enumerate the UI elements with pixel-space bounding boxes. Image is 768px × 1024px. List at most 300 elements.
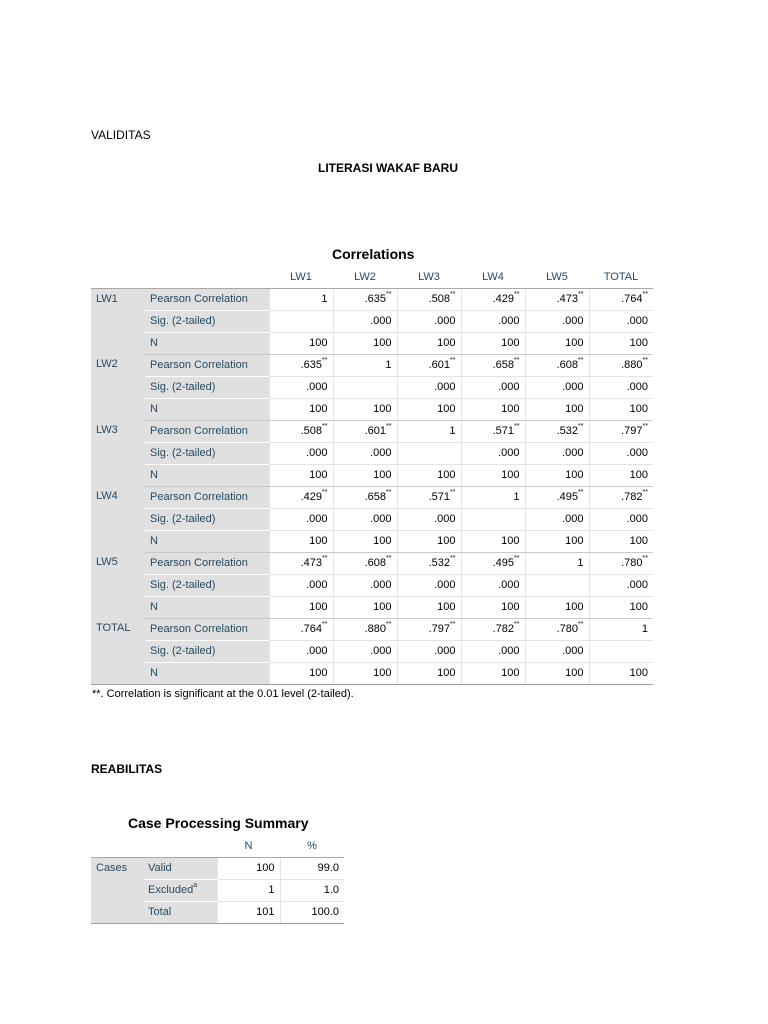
table-cell — [397, 442, 461, 464]
table-cell — [461, 376, 525, 398]
cell-value: .000 — [498, 315, 520, 327]
significance-marker: ** — [386, 291, 392, 298]
table-cell — [461, 486, 525, 508]
cell-value: .000 — [306, 513, 328, 525]
table-cell — [269, 640, 333, 662]
table-cell — [269, 332, 333, 354]
cell-value: 100 — [437, 535, 456, 547]
cell-value: .000 — [306, 579, 328, 591]
cell-value: .000 — [370, 447, 392, 459]
stat-label: Pearson Correlation — [145, 486, 269, 508]
case-n-cell: 1 — [217, 879, 280, 901]
table-cell — [333, 376, 397, 398]
case-n-cell: 100 — [217, 857, 280, 879]
column-header-lw3: LW3 — [397, 266, 461, 288]
table-cell — [525, 618, 589, 640]
cell-value: .000 — [498, 645, 520, 657]
table-cell — [269, 464, 333, 486]
table-cell — [397, 464, 461, 486]
table-cell — [269, 552, 333, 574]
cell-value: .000 — [562, 645, 584, 657]
row-variable-lw2: LW2 — [91, 354, 145, 420]
table-row — [91, 310, 653, 332]
table-cell — [525, 574, 589, 596]
cell-value: 100 — [629, 601, 648, 613]
header-blank — [91, 835, 143, 857]
significance-marker: ** — [578, 291, 584, 298]
table-cell — [269, 618, 333, 640]
cell-value: 1 — [449, 425, 456, 437]
table-cell — [269, 420, 333, 442]
table-cell — [333, 288, 397, 310]
cell-value: 100 — [373, 469, 392, 481]
cell-value: 100 — [501, 535, 520, 547]
table-cell — [397, 662, 461, 684]
cell-value: 100 — [565, 337, 584, 349]
table-cell — [333, 640, 397, 662]
table-cell — [269, 486, 333, 508]
table-cell — [333, 310, 397, 332]
table-cell — [525, 420, 589, 442]
table-cell — [333, 662, 397, 684]
row-group-cases: Cases — [91, 857, 143, 923]
table-cell — [269, 398, 333, 420]
table-cell — [333, 486, 397, 508]
table-cell — [333, 464, 397, 486]
stat-label: Sig. (2-tailed) — [145, 508, 269, 530]
cell-value: .000 — [434, 381, 456, 393]
table-cell — [333, 574, 397, 596]
table-cell — [525, 288, 589, 310]
cell-value: 100 — [501, 667, 520, 679]
significance-marker: ** — [642, 489, 648, 496]
table-cell — [461, 508, 525, 530]
case-pct-cell: 100.0 — [280, 901, 344, 923]
cell-value: .764 — [621, 293, 643, 305]
cell-value: .000 — [434, 315, 456, 327]
table-cell — [589, 420, 653, 442]
cell-value: .658 — [492, 359, 515, 371]
cell-value: 100 — [565, 469, 584, 481]
stat-label: N — [145, 398, 269, 420]
significance-marker: ** — [450, 357, 456, 364]
table-cell — [461, 420, 525, 442]
cell-value: 100 — [629, 667, 648, 679]
table-cell — [397, 420, 461, 442]
cell-value: .000 — [562, 315, 584, 327]
cell-value: .000 — [306, 381, 328, 393]
cell-value: 100 — [437, 337, 456, 349]
cell-value: .000 — [306, 645, 328, 657]
cell-value: .000 — [498, 579, 520, 591]
stat-label: Sig. (2-tailed) — [145, 640, 269, 662]
table-cell — [589, 354, 653, 376]
cell-value: .429 — [492, 293, 515, 305]
cell-value: .782 — [492, 623, 515, 635]
table-cell — [269, 508, 333, 530]
cell-value: 100 — [501, 403, 520, 415]
significance-marker: ** — [578, 423, 584, 430]
table-row — [91, 574, 653, 596]
table-cell — [333, 354, 397, 376]
cell-value: .880 — [364, 623, 387, 635]
stat-label: Pearson Correlation — [145, 618, 269, 640]
table-cell — [461, 464, 525, 486]
cell-value: 100 — [629, 403, 648, 415]
cell-value: .000 — [562, 513, 584, 525]
row-variable-total: TOTAL — [91, 618, 145, 684]
cell-value: .000 — [498, 447, 520, 459]
table-cell — [461, 288, 525, 310]
table-cell — [397, 376, 461, 398]
cell-value: .571 — [492, 425, 515, 437]
table-cell — [397, 332, 461, 354]
column-header-lw4: LW4 — [461, 266, 525, 288]
table-cell — [589, 530, 653, 552]
stat-label: Pearson Correlation — [145, 354, 269, 376]
cell-value: .000 — [626, 579, 648, 591]
table-cell — [333, 332, 397, 354]
correlations-header-row — [91, 266, 653, 288]
cell-value: .880 — [621, 359, 643, 371]
cell-value: 100 — [629, 535, 648, 547]
cell-value: .608 — [556, 359, 579, 371]
table-cell — [397, 310, 461, 332]
stat-label: Sig. (2-tailed) — [145, 574, 269, 596]
cell-value: 1 — [321, 293, 328, 305]
cell-value: 100 — [501, 337, 520, 349]
table-cell — [525, 310, 589, 332]
significance-marker: ** — [578, 489, 584, 496]
cell-value: 1 — [385, 359, 392, 371]
significance-marker: ** — [450, 621, 456, 628]
table-cell — [461, 332, 525, 354]
significance-marker: ** — [514, 621, 520, 628]
cell-value: 100 — [309, 667, 328, 679]
case-row-label — [143, 901, 217, 923]
table-cell — [461, 640, 525, 662]
significance-marker: ** — [386, 555, 392, 562]
significance-marker: ** — [322, 489, 328, 496]
table-cell — [461, 552, 525, 574]
table-cell — [461, 574, 525, 596]
cell-value: .764 — [300, 623, 323, 635]
table-cell — [333, 552, 397, 574]
column-header-lw5: LW5 — [525, 266, 589, 288]
cell-value: .635 — [364, 293, 387, 305]
case-header-row — [91, 835, 344, 857]
correlations-table — [91, 266, 653, 685]
table-cell — [589, 398, 653, 420]
table-cell — [397, 288, 461, 310]
cell-value: 100 — [565, 601, 584, 613]
cell-value: 100 — [373, 337, 392, 349]
cell-value: 100 — [501, 469, 520, 481]
cell-value: .000 — [370, 645, 392, 657]
cell-value: .532 — [428, 557, 451, 569]
case-processing-table — [91, 835, 344, 924]
cell-value: .000 — [434, 513, 456, 525]
cell-value: 100 — [565, 403, 584, 415]
table-cell — [461, 530, 525, 552]
table-cell — [525, 640, 589, 662]
table-cell — [461, 310, 525, 332]
cell-value: .495 — [556, 491, 579, 503]
table-cell — [525, 508, 589, 530]
table-row — [91, 354, 653, 376]
significance-marker: ** — [578, 357, 584, 364]
cell-value: .000 — [626, 381, 648, 393]
cell-value: 1 — [513, 491, 520, 503]
table-cell — [589, 662, 653, 684]
cell-value: .780 — [556, 623, 579, 635]
table-cell — [589, 442, 653, 464]
significance-marker: ** — [514, 357, 520, 364]
table-cell — [525, 596, 589, 618]
table-cell — [461, 354, 525, 376]
case-row-label — [143, 879, 217, 901]
cell-value: .000 — [370, 315, 392, 327]
significance-marker: ** — [514, 291, 520, 298]
table-cell — [461, 662, 525, 684]
cell-value: .000 — [370, 579, 392, 591]
table-cell — [269, 310, 333, 332]
cell-value: 100 — [373, 601, 392, 613]
case-pct-cell: 99.0 — [280, 857, 344, 879]
table-cell — [269, 376, 333, 398]
cell-value: .473 — [556, 293, 579, 305]
table-cell — [589, 486, 653, 508]
table-cell — [269, 288, 333, 310]
table-row — [91, 420, 653, 442]
table-cell — [589, 508, 653, 530]
cell-value: .000 — [626, 447, 648, 459]
column-header-lw1: LW1 — [269, 266, 333, 288]
table-row — [91, 596, 653, 618]
table-cell — [397, 354, 461, 376]
cell-value: .000 — [562, 381, 584, 393]
stat-label: N — [145, 662, 269, 684]
stat-label: N — [145, 332, 269, 354]
table-row — [91, 464, 653, 486]
significance-marker: ** — [386, 621, 392, 628]
cell-value: .000 — [626, 315, 648, 327]
table-cell — [589, 640, 653, 662]
significance-marker: ** — [450, 489, 456, 496]
significance-marker: ** — [386, 423, 392, 430]
table-cell — [269, 574, 333, 596]
table-cell — [333, 618, 397, 640]
table-cell — [525, 354, 589, 376]
table-cell — [525, 486, 589, 508]
cell-value: 100 — [565, 535, 584, 547]
table-row — [91, 618, 653, 640]
footnote-marker: a — [193, 882, 198, 889]
stat-label: Pearson Correlation — [145, 288, 269, 310]
table-cell — [589, 464, 653, 486]
significance-marker: ** — [642, 291, 648, 298]
case-row-label — [143, 857, 217, 879]
case-row-label-text: Valid — [148, 862, 172, 874]
cell-value: 100 — [437, 469, 456, 481]
table-row — [91, 662, 653, 684]
cell-value: 100 — [437, 667, 456, 679]
table-cell — [269, 596, 333, 618]
table-row — [91, 332, 653, 354]
table-row — [91, 288, 653, 310]
table-row — [91, 376, 653, 398]
stat-label: Sig. (2-tailed) — [145, 376, 269, 398]
table-cell — [589, 332, 653, 354]
table-cell — [589, 574, 653, 596]
significance-marker: ** — [322, 357, 328, 364]
cell-value: .532 — [556, 425, 579, 437]
cell-value: 100 — [629, 469, 648, 481]
header-blank — [143, 835, 217, 857]
table-cell — [397, 640, 461, 662]
heading-literasi-wakaf-baru: LITERASI WAKAF BARU — [318, 161, 458, 175]
case-row-label-text: Total — [148, 906, 172, 918]
table-cell — [589, 376, 653, 398]
table-row — [91, 530, 653, 552]
table-cell — [525, 530, 589, 552]
table-row — [91, 857, 344, 879]
table-cell — [525, 662, 589, 684]
table-cell — [589, 310, 653, 332]
cell-value: .601 — [428, 359, 451, 371]
significance-marker: ** — [514, 423, 520, 430]
cell-value: 100 — [309, 535, 328, 547]
cell-value: .495 — [492, 557, 515, 569]
table-cell — [333, 596, 397, 618]
case-pct-cell: 1.0 — [280, 879, 344, 901]
table-cell — [397, 574, 461, 596]
table-cell — [269, 530, 333, 552]
heading-validitas: VALIDITAS — [91, 128, 151, 142]
cell-value: 100 — [309, 337, 328, 349]
row-variable-lw1: LW1 — [91, 288, 145, 354]
table-cell — [461, 618, 525, 640]
cell-value: .000 — [434, 579, 456, 591]
table-cell — [525, 442, 589, 464]
significance-marker: ** — [578, 621, 584, 628]
stat-label: N — [145, 464, 269, 486]
case-n-cell: 101 — [217, 901, 280, 923]
case-column-header: N — [217, 835, 280, 857]
table-row — [91, 486, 653, 508]
table-cell — [525, 464, 589, 486]
table-cell — [461, 442, 525, 464]
cell-value: .429 — [300, 491, 323, 503]
cell-value: 100 — [373, 535, 392, 547]
cell-value: .000 — [562, 447, 584, 459]
significance-marker: ** — [642, 357, 648, 364]
table-cell — [397, 552, 461, 574]
table-cell — [589, 552, 653, 574]
significance-marker: ** — [322, 555, 328, 562]
cell-value: .508 — [300, 425, 323, 437]
cell-value: .000 — [370, 513, 392, 525]
table-row — [91, 398, 653, 420]
cell-value: 1 — [577, 557, 584, 569]
header-blank — [145, 266, 269, 288]
case-processing-title: Case Processing Summary — [128, 815, 309, 831]
table-cell — [333, 442, 397, 464]
cell-value: 100 — [373, 403, 392, 415]
table-cell — [589, 288, 653, 310]
cell-value: .000 — [626, 513, 648, 525]
table-row — [91, 552, 653, 574]
significance-marker: ** — [322, 621, 328, 628]
significance-marker: ** — [322, 423, 328, 430]
row-variable-lw4: LW4 — [91, 486, 145, 552]
table-cell — [525, 552, 589, 574]
cell-value: 100 — [373, 667, 392, 679]
stat-label: Pearson Correlation — [145, 552, 269, 574]
stat-label: Pearson Correlation — [145, 420, 269, 442]
correlations-title: Correlations — [332, 246, 415, 262]
row-variable-lw5: LW5 — [91, 552, 145, 618]
table-cell — [525, 398, 589, 420]
cell-value: .000 — [434, 645, 456, 657]
cell-value: 100 — [501, 601, 520, 613]
stat-label: N — [145, 530, 269, 552]
significance-marker: ** — [450, 291, 456, 298]
cell-value: 100 — [309, 601, 328, 613]
cell-value: .000 — [306, 447, 328, 459]
table-cell — [333, 508, 397, 530]
table-cell — [397, 398, 461, 420]
table-row — [91, 640, 653, 662]
table-cell — [333, 530, 397, 552]
table-cell — [397, 508, 461, 530]
table-cell — [269, 662, 333, 684]
table-cell — [333, 398, 397, 420]
table-cell — [397, 486, 461, 508]
header-blank — [91, 266, 145, 288]
significance-marker: ** — [514, 555, 520, 562]
cell-value: 100 — [437, 403, 456, 415]
case-column-header: % — [280, 835, 344, 857]
table-cell — [525, 332, 589, 354]
table-cell — [269, 354, 333, 376]
cell-value: 100 — [309, 403, 328, 415]
significance-marker: ** — [642, 555, 648, 562]
cell-value: 100 — [629, 337, 648, 349]
cell-value: .658 — [364, 491, 387, 503]
significance-marker: ** — [450, 555, 456, 562]
table-cell — [461, 398, 525, 420]
stat-label: Sig. (2-tailed) — [145, 442, 269, 464]
row-variable-lw3: LW3 — [91, 420, 145, 486]
cell-value: .000 — [498, 381, 520, 393]
table-cell — [333, 420, 397, 442]
significance-marker: ** — [386, 489, 392, 496]
column-header-total: TOTAL — [589, 266, 653, 288]
heading-reabilitas: REABILITAS — [91, 762, 163, 776]
table-cell — [589, 618, 653, 640]
case-row-label-text: Excluded — [148, 884, 194, 896]
stat-label: Sig. (2-tailed) — [145, 310, 269, 332]
significance-marker: ** — [642, 423, 648, 430]
table-cell — [589, 596, 653, 618]
table-row — [91, 508, 653, 530]
cell-value: .782 — [621, 491, 643, 503]
table-cell — [269, 442, 333, 464]
cell-value: 100 — [565, 667, 584, 679]
table-row — [91, 442, 653, 464]
cell-value: .601 — [364, 425, 387, 437]
